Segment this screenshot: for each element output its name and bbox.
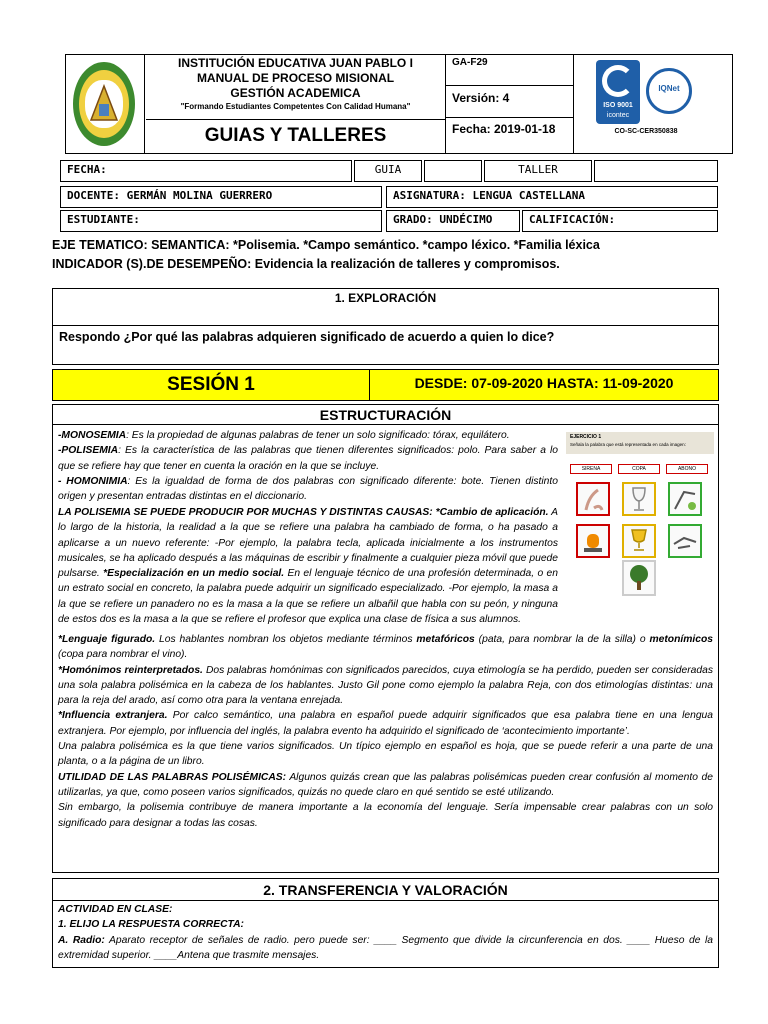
doc-date: Fecha: 2019-01-18 — [452, 122, 556, 136]
pic-fertilizer — [668, 482, 702, 516]
pic-siren — [576, 524, 610, 558]
iqnet-logo — [646, 68, 692, 114]
exercise-image-title: EJERCICIO 1 — [570, 434, 602, 440]
pic-mermaid — [576, 482, 610, 516]
figurado-metaforicos: metafóricos — [416, 634, 475, 645]
influencia-heading: *Influencia extranjera. — [58, 710, 168, 722]
label-copa: COPA — [618, 464, 660, 474]
doc-code: GA-F29 — [452, 57, 488, 68]
code-cell — [446, 54, 574, 86]
taller-label: TALLER — [518, 163, 558, 176]
guia-check[interactable] — [424, 160, 482, 182]
estructuracion-title: ESTRUCTURACIÓN — [52, 405, 719, 425]
header-center — [146, 54, 446, 120]
para-homonimos — [58, 663, 713, 709]
radio-options: Aparato receptor de señales de radio. pero puede ser: ____ Segmento que divide la circunferencia en dos. ____ Hueso de la extremidad superior. ____Antena que trasmite mensajes. — [58, 934, 713, 961]
causas-text-1: A lo largo de la historia, la realidad a la que se refiere una palabra ha cambiado de forma, o ha pasado a aplicarse a un nuevo referente: -Por ejemplo, la palabra tecla, aplicada inicialmente a los instrumentos musicales, se ha aplicado después a las máquinas de escribir y finalmente a cualquier pieza móvil que puede pulsarse. — [58, 507, 558, 580]
exploracion-title: 1. EXPLORACIÓN — [52, 288, 719, 326]
grado-label: GRADO: UNDÉCIMO — [393, 213, 493, 226]
para-causas — [58, 505, 558, 627]
version-cell — [446, 86, 574, 118]
estudiante-label: ESTUDIANTE: — [67, 213, 140, 226]
guia-label: GUIA — [374, 163, 402, 176]
slogan: "Formando Estudiantes Competentes Con Calidad Humana" — [180, 102, 411, 111]
causas-text-2: En el lenguaje técnico de una profesión determinada, o en un estrato social en concreto, la palabra puede adquirir un significado especializado. -Por ejemplo, la masa a la que se refiere un panadero no es la masa a la que se refiere un albañil que habla con su peón, y ninguna de estos dos es la masa a la que se refiere el profesor que explica una clase de física a sus alumnos. — [58, 568, 558, 626]
figurado-text-3: (copa para nombrar el vino). — [58, 649, 188, 661]
asignatura-label: ASIGNATURA: LENGUA CASTELLANA — [393, 189, 586, 202]
para-monosemia — [58, 428, 558, 443]
term-polisemia: -POLISEMIA — [58, 445, 119, 457]
exploracion-question: Respondo ¿Por qué las palabras adquieren significado de acuerdo a quien lo dice? — [52, 325, 719, 365]
gestion-name: GESTIÓN ACADEMICA — [230, 86, 361, 100]
para-figurado — [58, 632, 713, 663]
taller-field[interactable] — [484, 160, 592, 182]
calificacion-field[interactable] — [522, 210, 718, 232]
utilidad-heading: UTILIDAD DE LAS PALABRAS POLISÉMICAS: — [58, 771, 287, 783]
session-name: SESIÓN 1 — [52, 369, 370, 401]
influencia-text: Por calco semántico, una palabra en español puede adquirir significados que esa palabra tiene en una lengua extranjera. Por ejemplo, por influencia del inglés, la palabra evento ha adquirido el significado de ‘acontecimiento importante’. — [58, 710, 713, 737]
causas-especializacion: *Especialización en un medio social. — [103, 568, 285, 580]
figurado-metonimicos: metonímicos — [649, 634, 713, 645]
figurado-text-2: (pata, para nombrar la de la silla) o — [474, 634, 650, 645]
exercise-image-instr: Señala la palabra que está representada en cada imagen: — [570, 442, 686, 447]
date-cell — [446, 118, 574, 154]
transferencia-title: 2. TRANSFERENCIA Y VALORACIÓN — [52, 879, 719, 901]
asignatura-field — [386, 186, 718, 208]
pic-payment — [668, 524, 702, 558]
homonimos-heading: *Homónimos reinterpretados. — [58, 664, 203, 676]
indicador-desempeno: INDICADOR (S).DE DESEMPEÑO: Evidencia la realización de talleres y compromisos. — [52, 257, 560, 271]
session-dates: DESDE: 07-09-2020 HASTA: 11-09-2020 — [369, 369, 719, 401]
guia-field[interactable] — [354, 160, 422, 182]
term-monosemia: -MONOSEMIA — [58, 430, 127, 441]
causas-heading: LA POLISEMIA SE PUEDE PRODUCIR POR MUCHAS Y DISTINTAS CAUSAS: *Cambio de aplicación. — [58, 507, 549, 518]
actividad-text: ACTIVIDAD EN CLASE: — [58, 904, 173, 915]
institution-name: INSTITUCIÓN EDUCATIVA JUAN PABLO I — [178, 56, 413, 70]
doc-title: GUIAS Y TALLERES — [146, 120, 446, 154]
fecha-field[interactable] — [60, 160, 352, 182]
exercise-image — [566, 432, 714, 600]
fecha-label: FECHA: — [67, 163, 107, 176]
def-monosemia: : Es la propiedad de algunas palabras de tener un solo significado: tórax, equilátero. — [126, 430, 510, 441]
para-utilidad — [58, 770, 713, 801]
cert-icontec: icontec — [606, 112, 630, 119]
pic-trophy — [622, 524, 656, 558]
eje-tematico: EJE TEMATICO: SEMANTICA: *Polisemia. *Campo semántico. *campo léxico. *Familia léxica — [52, 238, 600, 252]
def-homonimia: : Es la igualdad de forma de dos palabras con significado diferente: bote. Tienen distinto origen y presentan entradas distintas en el diccionario. — [58, 475, 558, 503]
manual-name: MANUAL DE PROCESO MISIONAL — [196, 71, 395, 85]
homonimos-text: Dos palabras homónimas con significados parecidos, cuya etimología se ha perdido, pueden ser consideradas una sola palabra polisémica en la cabeza de los hablantes. Justo Gil pone como ejemplo la palabra Reja, con dos etimologías distintas: una para la reja del arado, así como otra para la ventana enrejada. — [58, 664, 713, 707]
doc-version: Versión: 4 — [452, 91, 510, 105]
para-economia: Sin embargo, la polisemia contribuye de manera importante a la economía del lenguaje. Sería impensable crear palabras con un solo significado para designar a todas las cosas. — [58, 802, 713, 829]
pic-wine-glass — [622, 482, 656, 516]
calificacion-label: CALIFICACIÓN: — [529, 213, 616, 226]
cert-iso: ISO 9001 — [603, 102, 633, 109]
actividad-label — [58, 902, 713, 917]
header-logo-cell — [65, 54, 145, 154]
para-influencia — [58, 708, 713, 739]
transferencia-content — [58, 902, 713, 963]
label-sirena: SIRENA — [570, 464, 612, 474]
utilidad-text: Algunos quizás crean que las palabras polisémicas pueden crear confusión al momento de utilizarlas, ya que, como poseen varios significados, quizás no quede claro en qué sentido se esté utilizando. — [58, 771, 713, 798]
elijo-text: 1. ELIJO LA RESPUESTA CORRECTA: — [58, 919, 244, 931]
docente-field — [60, 186, 382, 208]
def-polisemia: : Es la característica de las palabras que tienen diferentes significados: polo. Para saber a lo que se refiere hay que tener en cuenta la oración en la que se incluye. — [58, 445, 558, 472]
icontec-logo — [596, 60, 640, 124]
causas-block — [58, 505, 558, 627]
term-homonimia: - HOMONIMIA — [58, 475, 128, 487]
para-ejemplo-hoja: Una palabra polisémica es la que tiene varios significados. Un típico ejemplo en español es hoja, que se puede referir a una parte de una planta, o a la página de un libro. — [58, 741, 713, 768]
full-width-block — [58, 632, 713, 831]
grado-field — [386, 210, 520, 232]
taller-check[interactable] — [594, 160, 718, 182]
radio-label: A. Radio: — [58, 934, 105, 946]
figurado-heading: *Lenguaje figurado. — [58, 634, 156, 645]
docente-label: DOCENTE: GERMÁN MOLINA GUERRERO — [67, 189, 273, 202]
cert-cell — [574, 54, 733, 154]
estudiante-field[interactable] — [60, 210, 382, 232]
para-homonimia — [58, 474, 558, 505]
elijo-label — [58, 917, 713, 932]
para-polisemia — [58, 443, 558, 474]
item-radio — [58, 933, 713, 964]
cert-code: CO-SC-CER350838 — [614, 128, 678, 135]
label-abono: ABONO — [666, 464, 708, 474]
pic-tree — [622, 560, 656, 596]
figurado-text-1: Los hablantes nombran los objetos mediante términos — [155, 634, 417, 645]
cert-iqnet: IQNet — [658, 84, 680, 93]
estructuracion-text-wrap — [58, 428, 558, 504]
